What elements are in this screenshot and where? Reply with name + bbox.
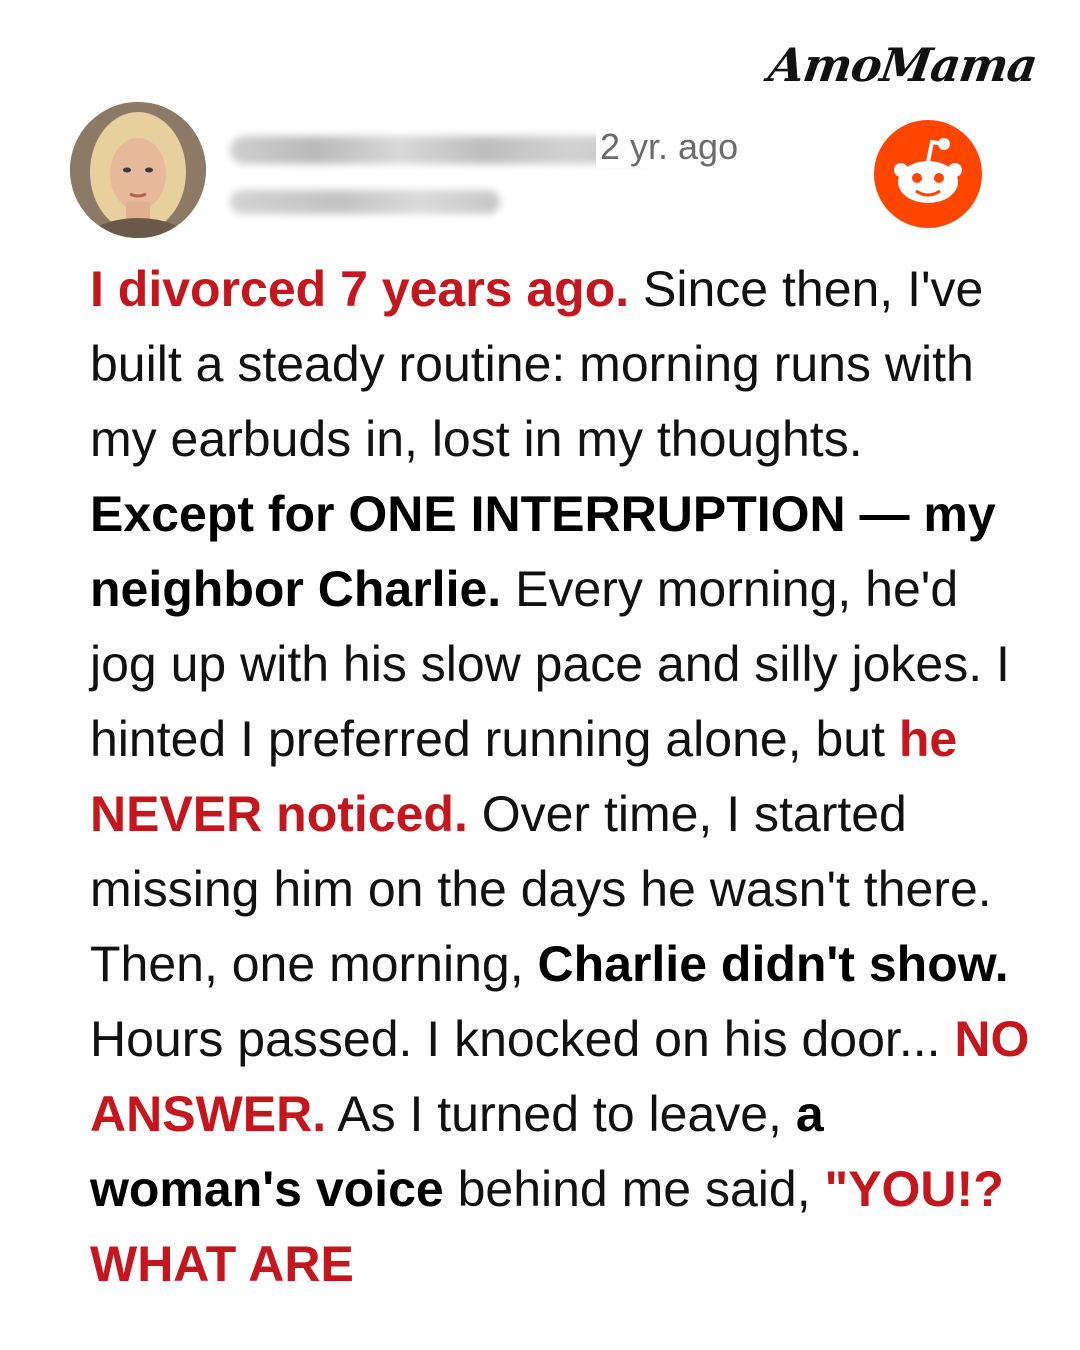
post-header bbox=[70, 102, 1010, 242]
post-segment: NO ANSWER. bbox=[90, 1011, 1030, 1142]
reddit-icon bbox=[874, 120, 982, 228]
post-segment: Since then, I've built a steady routine: morning runs with my earbuds in, lost in my thoughts. bbox=[90, 261, 984, 467]
post-segment: Every morning, he'd jog up with his slow pace and silly jokes. I hinted I preferred running alone, but bbox=[90, 561, 1010, 767]
post-segment: Charlie didn't show. bbox=[537, 936, 1009, 992]
post-segment: Except for ONE INTERRUPTION — my neighbor Charlie. bbox=[90, 486, 996, 617]
user-avatar[interactable] bbox=[70, 102, 206, 238]
post-segment: Over time, I started missing him on the days he wasn't there. Then, one morning, bbox=[90, 786, 992, 992]
post-segment: "YOU!? WHAT ARE bbox=[90, 1161, 1004, 1292]
post-timestamp: 2 yr. ago bbox=[596, 126, 742, 168]
avatar-photo-icon bbox=[70, 102, 206, 238]
blurred-username bbox=[230, 136, 655, 164]
amomama-logo: AmoMama bbox=[764, 38, 1040, 92]
post-segment: Hours passed. I knocked on his door... bbox=[90, 1011, 955, 1067]
post-body bbox=[90, 252, 1035, 1302]
blurred-subtitle bbox=[230, 190, 500, 214]
post-segment: As I turned to leave, bbox=[326, 1086, 796, 1142]
post-segment: I divorced 7 years ago. bbox=[90, 261, 630, 317]
post-segment: behind me said, bbox=[443, 1161, 825, 1217]
post-segment: he NEVER noticed. bbox=[90, 711, 958, 842]
post-segment: a woman's voice bbox=[90, 1086, 824, 1217]
